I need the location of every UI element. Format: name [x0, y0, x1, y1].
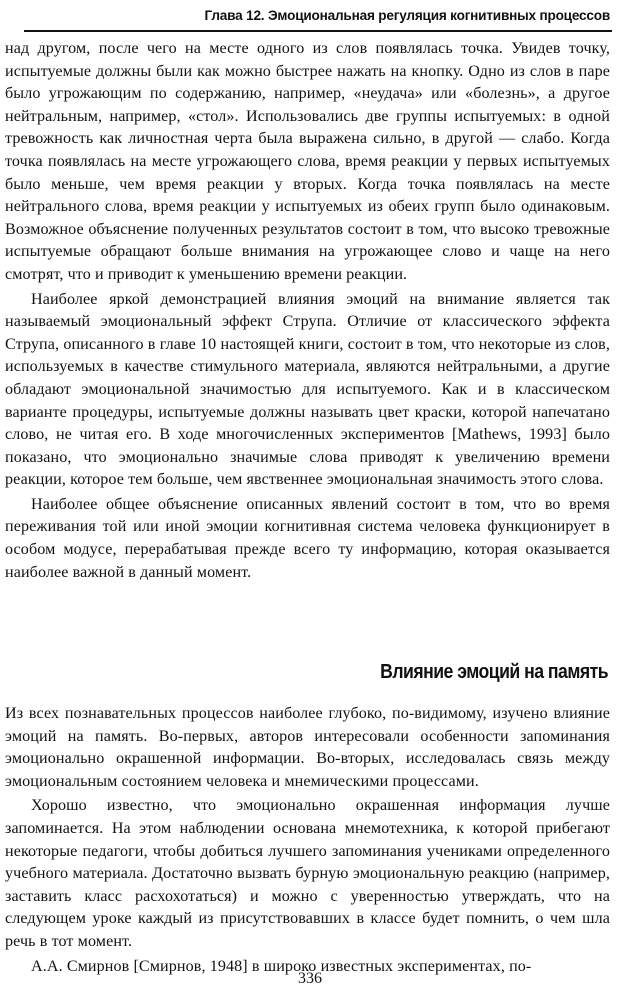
paragraph-general-explanation: Наиболее общее объяснение описанных явлений состоит в том, что во время переживания той или иной эмоции когнитивная система человека функционирует в особом модусе, перерабатывая прежде всего ту информацию, которая оказывается наиболее важной в данный момент.: [5, 495, 610, 581]
page-number: 336: [298, 970, 322, 987]
paragraph-continued: над другом, после чего на месте одного из слов появлялась точка. Увидев точку, испытуемые должны были как можно быстрее нажать на кнопку. Одно из слов в паре было угрожающим по содержанию, например, «неудача» или «болезнь», а другое нейтральным, например, «стол». Использовались две группы испытуемых: в одной тревожность как личностная черта была выражена сильно, в другой — слабо. Когда точка появлялась на месте угрожающего слова, время реакции у первых испытуемых было меньше, чем время реакции у вторых. Когда точка появлялась на месте нейтрального слова, время реакции у испытуемых из обеих групп было одинаковым. Возможное объяснение полученных результатов состоит в том, что высоко тревожные испытуемые обращают больше внимания на угрожающее слово и чаще на него смотрят, что и приводит к уменьшению времени реакции.: [5, 40, 610, 283]
paragraph-memory-intro: Из всех познавательных процессов наиболее глубоко, по-видимому, изучено влияние эмоций на память. Во-первых, авторов интересовали особенности запоминания эмоционально окрашенной информации. Во-вторых, исследовалась связь между эмоциональным состоянием человека и мнемическими процессами.: [5, 705, 610, 790]
paragraph-smirnov: А.А. Смирнов [Смирнов, 1948] в широко известных экспериментах, по-: [31, 957, 532, 975]
running-head: [24, 2, 612, 32]
paragraph-emotional-memory: Хорошо известно, что эмоционально окрашенная информация лучше запоминается. На этом наблюдении основана мнемотехника, к которой прибегают некоторые педагоги, чтобы добиться лучшего запоминания учениками определенного учебного материала. Достаточно вызвать бурную эмоциональную реакцию (например, заставить класс расхохотаться) и можно с уверенностью утверждать, что на следующем уроке каждый из присутствовавших в классе будет помнить, о чем шла речь в тот момент.: [5, 797, 610, 950]
text-block-before-heading: [5, 38, 610, 584]
text-block-after-heading: [5, 703, 610, 978]
running-head-text: Глава 12. Эмоциональная регуляция когнитивных процессов: [204, 8, 610, 23]
section-heading: Влияние эмоций на память: [380, 660, 608, 683]
paragraph-stroop-effect: Наиболее яркой демонстрацией влияния эмоций на внимание является так называемый эмоциональный эффект Струпа. Отличие от классического эффекта Струпа, описанного в главе 10 настоящей книги, состоит в том, что некоторые из слов, используемых в качестве стимульного материала, являются нейтральными, а другие обладают эмоциональной значимостью для испытуемого. Как и в классическом варианте процедуры, испытуемые должны называть цвет краски, которой напечатано слово, не читая его. В ходе многочисленных экспериментов [Mathews, 1993] было показано, что эмоционально значимые слова приводят к увеличению времени реакции, которое тем больше, чем явственнее эмоциональная значимость этого слова.: [5, 290, 610, 489]
